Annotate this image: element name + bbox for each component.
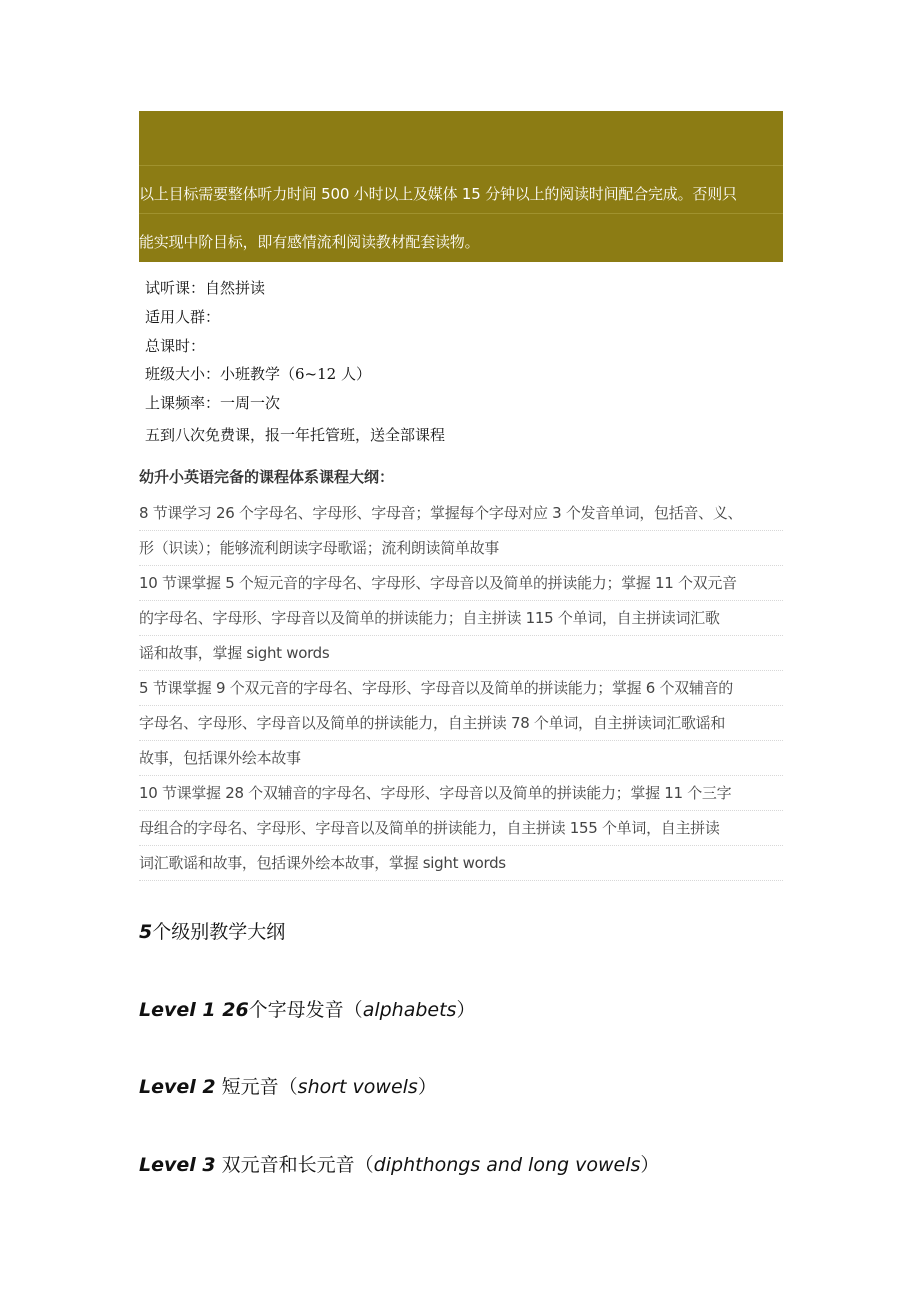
levels-title <box>139 917 285 944</box>
info-trial-course: 试听课：自然拼读 <box>145 279 266 297</box>
level-cn: 双元音和长元音（ <box>215 1154 374 1176</box>
banner-divider <box>139 213 783 214</box>
banner-line: 以上目标需要整体听力时间 500 小时以上及媒体 15 分钟以上的阅读时间配合完成。否则只 <box>139 185 737 203</box>
level-close: ） <box>456 999 476 1021</box>
course-outline <box>139 496 783 881</box>
outline-line: 词汇歌谣和故事，包括课外绘本故事，掌握 sight words <box>139 846 783 881</box>
outline-line: 10 节课掌握 5 个短元音的字母名、字母形、字母音以及简单的拼读能力；掌握 11 个双元音 <box>139 566 783 601</box>
level-cn: 个字母发音（ <box>248 999 363 1021</box>
info-audience: 适用人群： <box>145 308 221 326</box>
info-frequency: 上课频率：一周一次 <box>145 394 281 412</box>
outline-line: 10 节课掌握 28 个双辅音的字母名、字母形、字母音以及简单的拼读能力；掌握 11 个三字 <box>139 776 783 811</box>
level-close: ） <box>417 1076 437 1098</box>
outline-title: 幼升小英语完备的课程体系课程大纲： <box>139 468 395 486</box>
info-class-size: 班级大小：小班教学（6~12 人） <box>145 365 371 383</box>
levels-title-text: 个级别教学大纲 <box>152 921 286 943</box>
level-en: alphabets <box>362 999 457 1021</box>
outline-line: 母组合的字母名、字母形、字母音以及简单的拼读能力，自主拼读 155 个单词，自主拼读 <box>139 811 783 846</box>
banner-line: 能实现中阶目标，即有感情流利阅读教材配套读物。 <box>139 233 480 251</box>
level-heading-1 <box>139 995 475 1022</box>
highlight-banner <box>139 111 783 262</box>
level-close: ） <box>640 1154 660 1176</box>
outline-line: 的字母名、字母形、字母音以及简单的拼读能力；自主拼读 115 个单词，自主拼读词汇歌 <box>139 601 783 636</box>
level-heading-2 <box>139 1072 437 1099</box>
level-label: Level 2 <box>139 1076 216 1098</box>
outline-line: 故事，包括课外绘本故事 <box>139 741 783 776</box>
info-total-hours: 总课时： <box>145 337 206 355</box>
level-en: diphthongs and long vowels <box>373 1154 641 1176</box>
level-label: Level 1 26 <box>139 999 249 1021</box>
outline-line: 谣和故事，掌握 sight words <box>139 636 783 671</box>
level-cn: 短元音（ <box>215 1076 298 1098</box>
info-free-offer: 五到八次免费课，报一年托管班，送全部课程 <box>145 426 446 444</box>
outline-line: 字母名、字母形、字母音以及简单的拼读能力，自主拼读 78 个单词，自主拼读词汇歌谣和 <box>139 706 783 741</box>
level-heading-3 <box>139 1150 659 1177</box>
outline-line: 5 节课掌握 9 个双元音的字母名、字母形、字母音以及简单的拼读能力；掌握 6 个双辅音的 <box>139 671 783 706</box>
banner-divider <box>139 165 783 166</box>
level-en: short vowels <box>297 1076 418 1098</box>
outline-line: 形（识读）；能够流利朗读字母歌谣；流利朗读简单故事 <box>139 531 783 566</box>
outline-line: 8 节课学习 26 个字母名、字母形、字母音；掌握每个字母对应 3 个发音单词，包括音、义、 <box>139 496 783 531</box>
levels-count: 5 <box>139 921 153 943</box>
level-label: Level 3 <box>139 1154 216 1176</box>
